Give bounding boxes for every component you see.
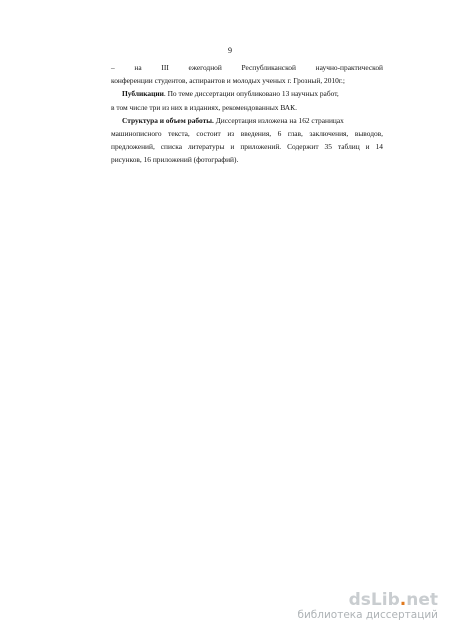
text-run: в том числе три из них в изданиях, рекомендованных ВАК. bbox=[111, 102, 297, 112]
text-run: рисунков, 16 приложений (фотографий). bbox=[111, 155, 239, 165]
text-line bbox=[111, 127, 383, 140]
dslib-watermark bbox=[297, 591, 438, 622]
text-line bbox=[111, 101, 383, 114]
logo-tld: net bbox=[406, 590, 438, 610]
bold-heading: Публикации bbox=[122, 89, 164, 99]
logo-dot: . bbox=[399, 590, 407, 610]
text-run: предложений, списка литературы и приложений. Содержит 35 таблиц и 14 bbox=[111, 142, 383, 152]
text-line bbox=[111, 61, 383, 74]
text-line bbox=[111, 153, 383, 166]
text-line bbox=[111, 114, 383, 127]
text-run: – на III ежегодной Республиканской научно-практической bbox=[111, 63, 383, 72]
page-number: 9 bbox=[228, 46, 232, 55]
text-run: машинописного текста, состоит из введения, 6 глав, заключения, выводов, bbox=[111, 129, 383, 139]
text-run: конференции студентов, аспирантов и молодых ученых г. Грозный, 2010г.; bbox=[111, 76, 345, 86]
text-line bbox=[111, 87, 383, 100]
bold-heading: Структура и объем работы. bbox=[122, 115, 214, 125]
dslib-logo bbox=[297, 591, 438, 609]
text-run: . По теме диссертации опубликовано 13 научных работ, bbox=[163, 89, 339, 99]
watermark-subtitle: библиотека диссертаций bbox=[297, 609, 438, 621]
logo-main: dsLib bbox=[348, 590, 400, 610]
text-line bbox=[111, 74, 383, 87]
text-run: Диссертация изложена на 162 страницах bbox=[213, 115, 344, 125]
page-body-text bbox=[111, 61, 383, 167]
text-line bbox=[111, 140, 383, 153]
